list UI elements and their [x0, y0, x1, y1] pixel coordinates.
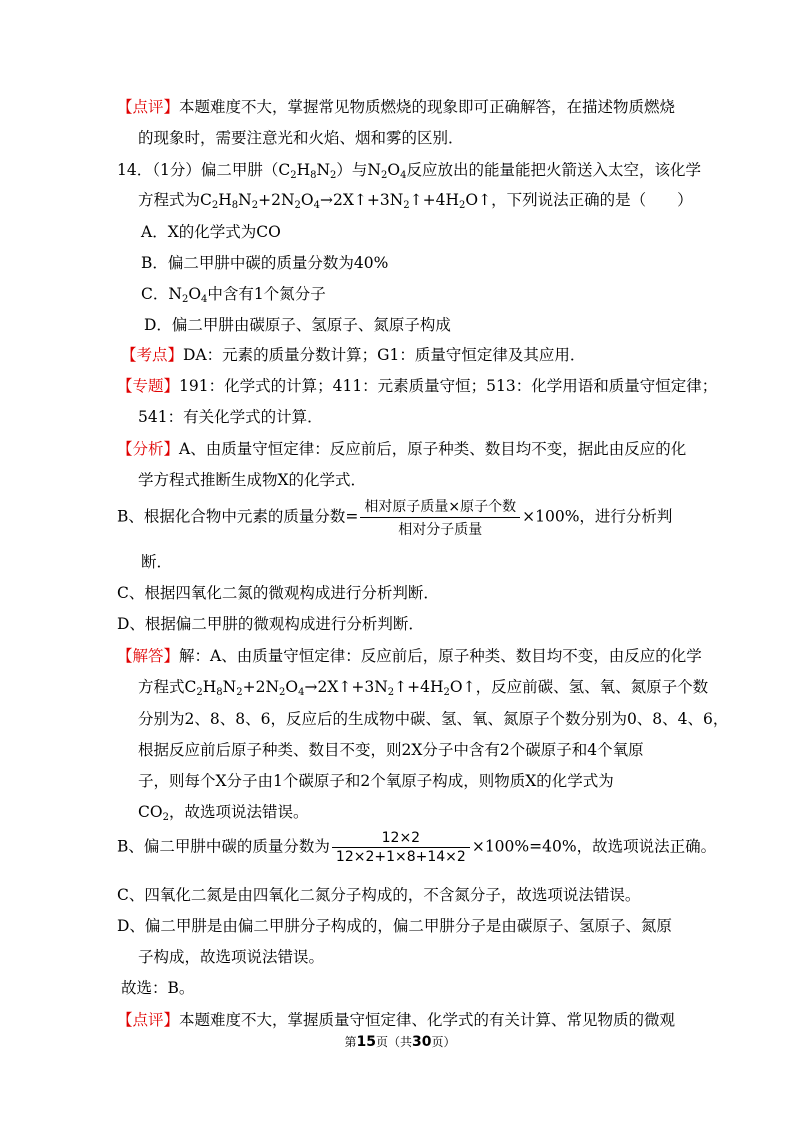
fenxi-c: C、根据四氧化二氮的微观构成进行分析判断． [117, 584, 439, 602]
page-footer: 第15页（共30页） [344, 1034, 456, 1050]
carbon-fraction-formula: $\frac{12\times 2}{12\times 2+1\times 8+14\times 2}$ [332, 830, 470, 865]
fenxi-line2: 学方程式推断生成物X的化学式． [138, 471, 367, 489]
review-tag: 【点评】 [117, 1011, 180, 1029]
fenxi-line1: 【分析】A、由质量守恒定律：反应前后，原子种类、数目均不变，据此由反应的化 [117, 440, 687, 458]
review-prev-tag: 【点评】 [117, 98, 180, 116]
option-d: D．偏二甲肼由碳原子、氢原子、氮原子构成 [144, 316, 451, 334]
kaodian-tag: 【考点】 [121, 346, 184, 364]
mass-fraction-formula: $\frac{\text{相对原子质量×原子个数}}{\text{相对分子质量}}$ [360, 496, 520, 539]
jieda-d-line2: 子构成，故选项说法错误。 [138, 948, 325, 966]
fenxi-b-line2: 断． [141, 553, 173, 571]
kaodian-line: 【考点】DA：元素的质量分数计算；G1：质量守恒定律及其应用． [121, 346, 586, 364]
jieda-line1: 【解答】解：A、由质量守恒定律：反应前后，原子种类、数目均不变，由反应的化学 [117, 647, 702, 665]
jieda-line4: 根据反应前后原子种类、数目不变，则2X分子中含有2个碳原子和4个氧原 [138, 741, 644, 759]
jieda-line2: 方程式$C_2H_8N_2+2N_2O_4\to 2X↑+3N_2↑+4H_2O↑$，反应前碳、氢、氧、氮原子个数 [138, 678, 709, 698]
review-prev-line1: 【点评】本题难度不大，掌握常见物质燃烧的现象即可正确解答，在描述物质燃烧 [117, 98, 676, 116]
jieda-line5: 子，则每个X分子由1个碳原子和2个氧原子构成，则物质X的化学式为 [138, 772, 614, 790]
option-b: B．偏二甲肼中碳的质量分数为40% [141, 254, 389, 272]
jieda-b-formula: B、偏二甲肼中碳的质量分数为 $\frac{12\times 2}{12\times 2+1\times 8+14\times 2}$ ×100%=40%，故选项说法正确。 [117, 830, 717, 865]
jieda-line3: 分别为2、8、8、6，反应后的生成物中碳、氢、氧、氮原子个数分别为0、8、4、6， [138, 710, 729, 728]
jieda-tag: 【解答】 [117, 647, 180, 665]
zhuanti-tag: 【专题】 [117, 377, 180, 395]
review-prev-line2: 的现象时，需要注意光和火焰、烟和雾的区别． [138, 129, 464, 147]
zhuanti-line2: 541：有关化学式的计算． [138, 408, 323, 426]
current-page: 15 [356, 1034, 376, 1050]
total-pages: 30 [412, 1034, 432, 1050]
option-c: C．$N_2O_4$中含有1个氮分子 [141, 285, 326, 305]
option-a: A．X的化学式为CO [141, 223, 281, 241]
question-stem-line1: 14．（1分）偏二甲肼$(C_2H_8N_2)$与$N_2O_4$反应放出的能量能把火箭送入太空，该化学 [117, 161, 701, 181]
question-stem-line2: 方程式为$C_2H_8N_2+2N_2O_4\to 2X↑+3N_2↑+4H_2O↑$，下列说法正确的是（ ） [138, 191, 693, 211]
review-line: 【点评】本题难度不大，掌握质量守恒定律、化学式的有关计算、常见物质的微观 [117, 1011, 676, 1029]
fenxi-b-formula: B、根据化合物中元素的质量分数= $\frac{\text{相对原子质量×原子个数}}{\text{相对分子质量}}$ ×100%，进行分析判 [117, 496, 672, 539]
fenxi-d: D、根据偏二甲肼的微观构成进行分析判断． [117, 615, 424, 633]
jieda-line6: $CO_2$，故选项说法错误。 [138, 803, 309, 823]
zhuanti-line1: 【专题】191：化学式的计算；411：元素质量守恒；513：化学用语和质量守恒定律； [117, 377, 718, 395]
jieda-c: C、四氧化二氮是由四氧化二氮分子构成的，不含氮分子，故选项说法错误。 [117, 886, 641, 904]
answer-line: 故选：B。 [121, 979, 195, 997]
jieda-d-line1: D、偏二甲肼是由偏二甲肼分子构成的，偏二甲肼分子是由碳原子、氢原子、氮原 [117, 917, 672, 935]
fenxi-tag: 【分析】 [117, 440, 180, 458]
